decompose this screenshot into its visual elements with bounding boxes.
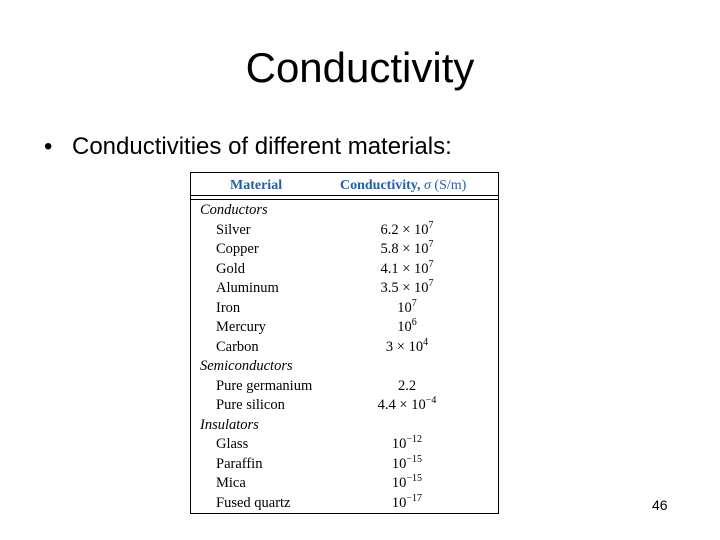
header-conductivity xyxy=(340,178,466,194)
material-name: Pure germanium xyxy=(216,377,313,394)
bullet-line xyxy=(44,131,452,163)
table-category-row xyxy=(190,357,499,377)
conductivity-value xyxy=(340,338,474,358)
table-row xyxy=(190,260,499,280)
value-mantissa: 6.2 × 10 xyxy=(380,221,429,238)
table-row xyxy=(190,318,499,338)
table-row xyxy=(190,396,499,416)
material-name: Silver xyxy=(216,221,251,238)
material-name: Aluminum xyxy=(216,280,279,296)
value-exponent: 7 xyxy=(428,258,434,270)
value-exponent: −4 xyxy=(425,395,437,406)
header-sigma-symbol: σ xyxy=(424,178,431,193)
table-category-row xyxy=(190,201,499,221)
table-header xyxy=(190,176,499,196)
slide-title: Conductivity xyxy=(245,44,475,91)
value-exponent: 7 xyxy=(428,219,434,231)
material-name: Mercury xyxy=(216,319,266,335)
conductivity-value xyxy=(340,260,474,280)
material-name: Paraffin xyxy=(216,455,263,472)
category-label: Insulators xyxy=(200,416,259,433)
table-row xyxy=(190,221,499,241)
value-mantissa: 10 xyxy=(391,436,407,452)
conductivity-value xyxy=(340,221,474,241)
value-exponent: −12 xyxy=(406,434,423,445)
value-mantissa: 3 × 10 xyxy=(385,338,424,355)
table-row xyxy=(190,299,499,319)
value-exponent: 4 xyxy=(423,336,429,348)
table-row xyxy=(190,377,499,397)
table-row xyxy=(190,240,499,260)
value-exponent: −15 xyxy=(406,453,423,465)
value-mantissa: 2.2 xyxy=(397,377,417,394)
table-row xyxy=(190,279,499,299)
conductivity-value xyxy=(340,240,474,260)
category-label: Semiconductors xyxy=(200,358,293,374)
conductivity-value xyxy=(340,299,474,319)
header-rule-bottom xyxy=(190,199,499,200)
value-mantissa: 10 xyxy=(397,319,412,335)
conductivity-value xyxy=(340,318,474,338)
value-mantissa: 3.5 × 10 xyxy=(380,280,429,296)
conductivity-value xyxy=(340,455,474,475)
material-name: Gold xyxy=(216,260,245,277)
material-name: Fused quartz xyxy=(216,494,291,511)
page-number: 46 xyxy=(652,497,668,513)
table-row xyxy=(190,455,499,475)
material-name: Copper xyxy=(216,241,259,257)
value-mantissa: 10 xyxy=(391,494,407,511)
table-row xyxy=(190,338,499,358)
value-exponent: 6 xyxy=(411,317,417,328)
header-unit: (S/m) xyxy=(434,178,467,193)
value-exponent: 7 xyxy=(428,239,434,250)
header-material: Material xyxy=(230,178,283,193)
category-label: Conductors xyxy=(200,202,268,218)
table-row xyxy=(190,494,499,514)
material-name: Iron xyxy=(216,299,241,316)
value-mantissa: 5.8 × 10 xyxy=(380,241,429,257)
header-conductivity-label: Conductivity, xyxy=(340,178,421,193)
value-exponent: −15 xyxy=(406,473,423,484)
conductivity-value xyxy=(340,279,474,299)
table-row xyxy=(190,474,499,494)
bullet-icon: • xyxy=(44,133,53,160)
value-mantissa: 4.4 × 10 xyxy=(377,397,426,413)
value-exponent: −17 xyxy=(406,492,423,504)
material-name: Pure silicon xyxy=(216,397,285,413)
value-mantissa: 10 xyxy=(391,475,407,491)
value-mantissa: 4.1 × 10 xyxy=(380,260,429,277)
material-name: Carbon xyxy=(216,338,259,355)
header-rule-top xyxy=(190,195,499,196)
value-exponent: 7 xyxy=(428,278,434,289)
value-mantissa: 10 xyxy=(397,299,412,316)
value-exponent: 7 xyxy=(411,297,417,309)
conductivity-value xyxy=(340,377,474,397)
table-body xyxy=(190,201,499,513)
value-mantissa: 10 xyxy=(391,455,407,472)
conductivity-table xyxy=(190,172,499,514)
conductivity-value xyxy=(340,494,474,514)
conductivity-value xyxy=(340,474,474,494)
table-row xyxy=(190,435,499,455)
material-name: Glass xyxy=(216,436,249,452)
conductivity-value xyxy=(340,435,474,455)
bullet-text: Conductivities of different materials: xyxy=(72,133,452,160)
conductivity-value xyxy=(340,396,474,416)
material-name: Mica xyxy=(216,475,246,491)
table-category-row xyxy=(190,416,499,436)
